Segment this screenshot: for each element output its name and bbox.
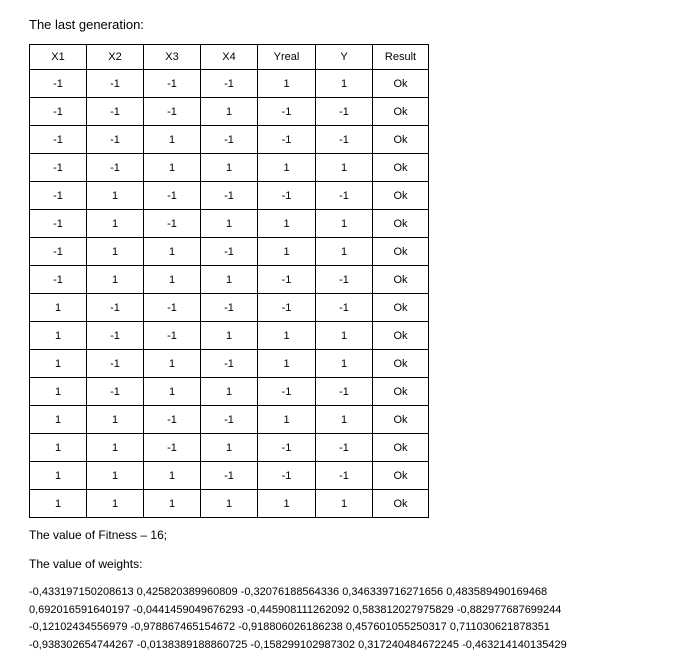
cell-value: 1 <box>225 386 233 398</box>
table-cell <box>373 378 429 406</box>
table-cell <box>258 322 316 350</box>
table-row <box>30 126 429 154</box>
table-cell <box>201 70 258 98</box>
table-cell <box>87 70 144 98</box>
table-cell <box>201 182 258 210</box>
table-cell <box>316 154 373 182</box>
table-cell <box>258 182 316 210</box>
cell-value: 1 <box>283 246 290 258</box>
cell-value: -1 <box>53 246 63 258</box>
cell-value: -1 <box>224 358 234 370</box>
table-cell <box>201 126 258 154</box>
header-x2: X2 <box>87 45 144 70</box>
cell-value: -1 <box>224 190 234 202</box>
table-cell <box>258 126 316 154</box>
cell-value: 1 <box>340 78 348 90</box>
table-cell <box>30 98 87 126</box>
table-cell <box>373 406 429 434</box>
cell-value: 1 <box>283 498 290 510</box>
cell-value: 1 <box>340 330 348 342</box>
cell-value: 1 <box>111 190 119 202</box>
table-cell <box>144 434 201 462</box>
cell-value: -1 <box>281 274 292 286</box>
table-cell <box>316 406 373 434</box>
cell-value: 1 <box>168 470 176 482</box>
cell-value: -1 <box>110 78 120 90</box>
cell-value: -1 <box>281 470 292 482</box>
table-cell <box>87 182 144 210</box>
cell-value: -1 <box>53 190 63 202</box>
cell-value: -1 <box>224 78 234 90</box>
table-cell <box>201 406 258 434</box>
fitness-value: The value of Fitness – 16; <box>29 528 168 542</box>
header-yreal: Yreal <box>258 45 316 70</box>
cell-value: -1 <box>110 330 120 342</box>
cell-value: 1 <box>340 162 348 174</box>
cell-value: -1 <box>167 190 177 202</box>
table-cell <box>30 462 87 490</box>
table-cell <box>87 126 144 154</box>
table-cell <box>144 294 201 322</box>
table-cell <box>30 490 87 518</box>
cell-value: -1 <box>224 414 234 426</box>
cell-value: -1 <box>53 274 63 286</box>
table-cell <box>30 182 87 210</box>
cell-value: 1 <box>168 386 176 398</box>
table-cell <box>30 70 87 98</box>
cell-value: Ok <box>393 218 408 230</box>
table-cell <box>373 266 429 294</box>
table-cell <box>87 322 144 350</box>
cell-value: -1 <box>53 218 63 230</box>
table-row <box>30 294 429 322</box>
cell-value: Ok <box>393 414 408 426</box>
cell-value: 1 <box>54 414 62 426</box>
table-row <box>30 154 429 182</box>
table-row <box>30 378 429 406</box>
cell-value: 1 <box>340 246 348 258</box>
cell-value: Ok <box>393 190 408 202</box>
table-cell <box>316 434 373 462</box>
table-cell <box>258 294 316 322</box>
table-cell <box>316 378 373 406</box>
cell-value: 1 <box>168 246 176 258</box>
header-x3: X3 <box>144 45 201 70</box>
cell-value: 1 <box>168 274 176 286</box>
table-cell <box>373 238 429 266</box>
cell-value: Ok <box>393 498 408 510</box>
table-body <box>30 70 429 518</box>
table-cell <box>316 98 373 126</box>
table-cell <box>373 70 429 98</box>
table-cell <box>144 210 201 238</box>
table-cell <box>30 238 87 266</box>
table-cell <box>201 210 258 238</box>
cell-value: -1 <box>339 442 349 454</box>
table-cell <box>258 462 316 490</box>
cell-value: 1 <box>340 218 348 230</box>
table-cell <box>87 490 144 518</box>
cell-value: Ok <box>393 302 408 314</box>
cell-value: 1 <box>225 330 233 342</box>
cell-value: -1 <box>224 470 234 482</box>
table-cell <box>87 294 144 322</box>
cell-value: 1 <box>111 274 119 286</box>
cell-value: -1 <box>339 134 349 146</box>
table-cell <box>201 490 258 518</box>
table-cell <box>144 322 201 350</box>
table-cell <box>30 350 87 378</box>
table-cell <box>87 266 144 294</box>
table-cell <box>373 98 429 126</box>
table-cell <box>144 490 201 518</box>
table-cell <box>201 294 258 322</box>
cell-value: -1 <box>339 190 349 202</box>
table-cell <box>316 350 373 378</box>
table-cell <box>373 322 429 350</box>
table-cell <box>258 154 316 182</box>
cell-value: 1 <box>225 442 233 454</box>
table-cell <box>316 322 373 350</box>
table-cell <box>258 266 316 294</box>
table-cell <box>144 126 201 154</box>
cell-value: -1 <box>53 106 63 118</box>
cell-value: -1 <box>167 414 177 426</box>
cell-value: -1 <box>339 274 349 286</box>
cell-value: -1 <box>281 442 292 454</box>
table-cell <box>373 294 429 322</box>
table-row <box>30 350 429 378</box>
table-cell <box>30 266 87 294</box>
table-cell <box>201 238 258 266</box>
cell-value: -1 <box>53 162 63 174</box>
table-cell <box>258 378 316 406</box>
table-row <box>30 462 429 490</box>
cell-value: -1 <box>167 442 177 454</box>
table-cell <box>30 322 87 350</box>
cell-value: -1 <box>53 78 63 90</box>
table-cell <box>373 462 429 490</box>
cell-value: Ok <box>393 162 408 174</box>
table-cell <box>201 350 258 378</box>
cell-value: 1 <box>168 358 176 370</box>
cell-value: -1 <box>167 302 177 314</box>
cell-value: -1 <box>281 302 292 314</box>
cell-value: Ok <box>393 470 408 482</box>
table-cell <box>258 98 316 126</box>
cell-value: -1 <box>339 386 349 398</box>
table-cell <box>201 434 258 462</box>
header-x4: X4 <box>201 45 258 70</box>
table-row <box>30 238 429 266</box>
table-cell <box>258 210 316 238</box>
table-cell <box>87 462 144 490</box>
cell-value: -1 <box>339 106 349 118</box>
cell-value: -1 <box>110 386 120 398</box>
table-cell <box>87 210 144 238</box>
cell-value: -1 <box>281 386 292 398</box>
cell-value: 1 <box>283 414 290 426</box>
cell-value: -1 <box>167 78 177 90</box>
cell-value: 1 <box>168 498 176 510</box>
table-cell <box>30 434 87 462</box>
table-cell <box>373 182 429 210</box>
cell-value: -1 <box>110 106 120 118</box>
cell-value: 1 <box>283 162 290 174</box>
table-cell <box>144 350 201 378</box>
table-cell <box>144 266 201 294</box>
cell-value: -1 <box>110 302 120 314</box>
table-cell <box>258 70 316 98</box>
table-cell <box>373 154 429 182</box>
cell-value: 1 <box>54 442 62 454</box>
table-cell <box>201 154 258 182</box>
cell-value: -1 <box>281 106 292 118</box>
cell-value: 1 <box>54 358 62 370</box>
table-cell <box>316 182 373 210</box>
cell-value: 1 <box>340 358 348 370</box>
cell-value: 1 <box>54 498 62 510</box>
table-cell <box>316 462 373 490</box>
table-cell <box>30 378 87 406</box>
cell-value: 1 <box>283 78 290 90</box>
cell-value: 1 <box>54 302 62 314</box>
table-cell <box>144 378 201 406</box>
table-cell <box>30 406 87 434</box>
table-cell <box>201 322 258 350</box>
cell-value: 1 <box>225 106 233 118</box>
cell-value: 1 <box>340 498 348 510</box>
cell-value: Ok <box>393 330 408 342</box>
generation-table <box>29 44 429 518</box>
table-row <box>30 322 429 350</box>
table-cell <box>373 210 429 238</box>
table-cell <box>201 378 258 406</box>
table-header-row <box>30 45 429 70</box>
table-row <box>30 210 429 238</box>
cell-value: -1 <box>53 134 63 146</box>
header-x1: X1 <box>30 45 87 70</box>
cell-value: Ok <box>393 358 408 370</box>
table-cell <box>87 98 144 126</box>
table-cell <box>258 406 316 434</box>
table-row <box>30 266 429 294</box>
cell-value: 1 <box>54 470 62 482</box>
cell-value: Ok <box>393 246 408 258</box>
table-cell <box>201 462 258 490</box>
cell-value: -1 <box>339 470 349 482</box>
cell-value: 1 <box>283 330 290 342</box>
cell-value: -1 <box>167 330 177 342</box>
cell-value: 1 <box>111 414 119 426</box>
table-cell <box>316 70 373 98</box>
cell-value: 1 <box>283 358 290 370</box>
cell-value: -1 <box>224 134 234 146</box>
table-cell <box>201 98 258 126</box>
table-cell <box>30 294 87 322</box>
cell-value: 1 <box>54 330 62 342</box>
table-row <box>30 434 429 462</box>
cell-value: 1 <box>111 442 119 454</box>
cell-value: -1 <box>110 162 120 174</box>
cell-value: -1 <box>281 134 292 146</box>
table-cell <box>373 434 429 462</box>
table-row <box>30 70 429 98</box>
cell-value: -1 <box>110 358 120 370</box>
table-cell <box>316 238 373 266</box>
weights-values: -0,433197150208613 0,425820389960809 -0,32076188564336 0,346339716271656 0,483589490169468 0,692016591640197 -0,0441459049676293 -0,445908111262092 0,583812027975829 -0,882977687699244 -0,12102434556979 -0,978867465154672 -0,918806026186238 0,457601055250317 0,711030621878351 -0,938302654744267 -0,0138389188860725 -0,158299102987302 0,317240484672245 -0,463214140135429 <box>29 586 567 651</box>
table-cell <box>144 182 201 210</box>
cell-value: -1 <box>167 218 177 230</box>
table-cell <box>373 126 429 154</box>
table-row <box>30 98 429 126</box>
table-cell <box>144 406 201 434</box>
cell-value: 1 <box>225 162 233 174</box>
cell-value: -1 <box>224 246 234 258</box>
cell-value: 1 <box>168 162 176 174</box>
cell-value: Ok <box>393 442 408 454</box>
table-cell <box>30 154 87 182</box>
cell-value: Ok <box>393 106 408 118</box>
cell-value: 1 <box>225 274 233 286</box>
cell-value: 1 <box>111 498 119 510</box>
table-cell <box>144 98 201 126</box>
table-cell <box>144 70 201 98</box>
cell-value: 1 <box>225 218 233 230</box>
cell-value: -1 <box>167 106 177 118</box>
table-cell <box>258 350 316 378</box>
cell-value: 1 <box>225 498 233 510</box>
cell-value: 1 <box>111 470 119 482</box>
cell-value: 1 <box>111 246 119 258</box>
cell-value: 1 <box>340 414 348 426</box>
table-cell <box>316 210 373 238</box>
table-cell <box>144 154 201 182</box>
table-cell <box>201 266 258 294</box>
heading: The last generation: <box>29 17 144 32</box>
weights-label: The value of weights: <box>29 557 143 571</box>
table-cell <box>30 210 87 238</box>
cell-value: Ok <box>393 78 408 90</box>
cell-value: Ok <box>393 386 408 398</box>
table-row <box>30 490 429 518</box>
cell-value: Ok <box>393 134 408 146</box>
header-result: Result <box>373 45 429 70</box>
table-cell <box>87 434 144 462</box>
table-row <box>30 182 429 210</box>
cell-value: 1 <box>168 134 176 146</box>
table-cell <box>87 378 144 406</box>
table-cell <box>258 238 316 266</box>
table-cell <box>316 294 373 322</box>
cell-value: -1 <box>281 190 292 202</box>
table-cell <box>316 266 373 294</box>
cell-value: Ok <box>393 274 408 286</box>
table-cell <box>144 238 201 266</box>
cell-value: 1 <box>283 218 290 230</box>
table-cell <box>87 154 144 182</box>
cell-value: -1 <box>110 134 120 146</box>
table-cell <box>30 126 87 154</box>
table-cell <box>144 462 201 490</box>
table-cell <box>316 126 373 154</box>
cell-value: -1 <box>224 302 234 314</box>
table-cell <box>258 490 316 518</box>
table-row <box>30 406 429 434</box>
cell-value: -1 <box>339 302 349 314</box>
table-cell <box>87 350 144 378</box>
table-cell <box>316 490 373 518</box>
cell-value: 1 <box>111 218 119 230</box>
cell-value: 1 <box>54 386 62 398</box>
table-cell <box>258 434 316 462</box>
header-y: Y <box>316 45 373 70</box>
table-cell <box>87 406 144 434</box>
table-cell <box>373 350 429 378</box>
table-cell <box>373 490 429 518</box>
table-cell <box>87 238 144 266</box>
